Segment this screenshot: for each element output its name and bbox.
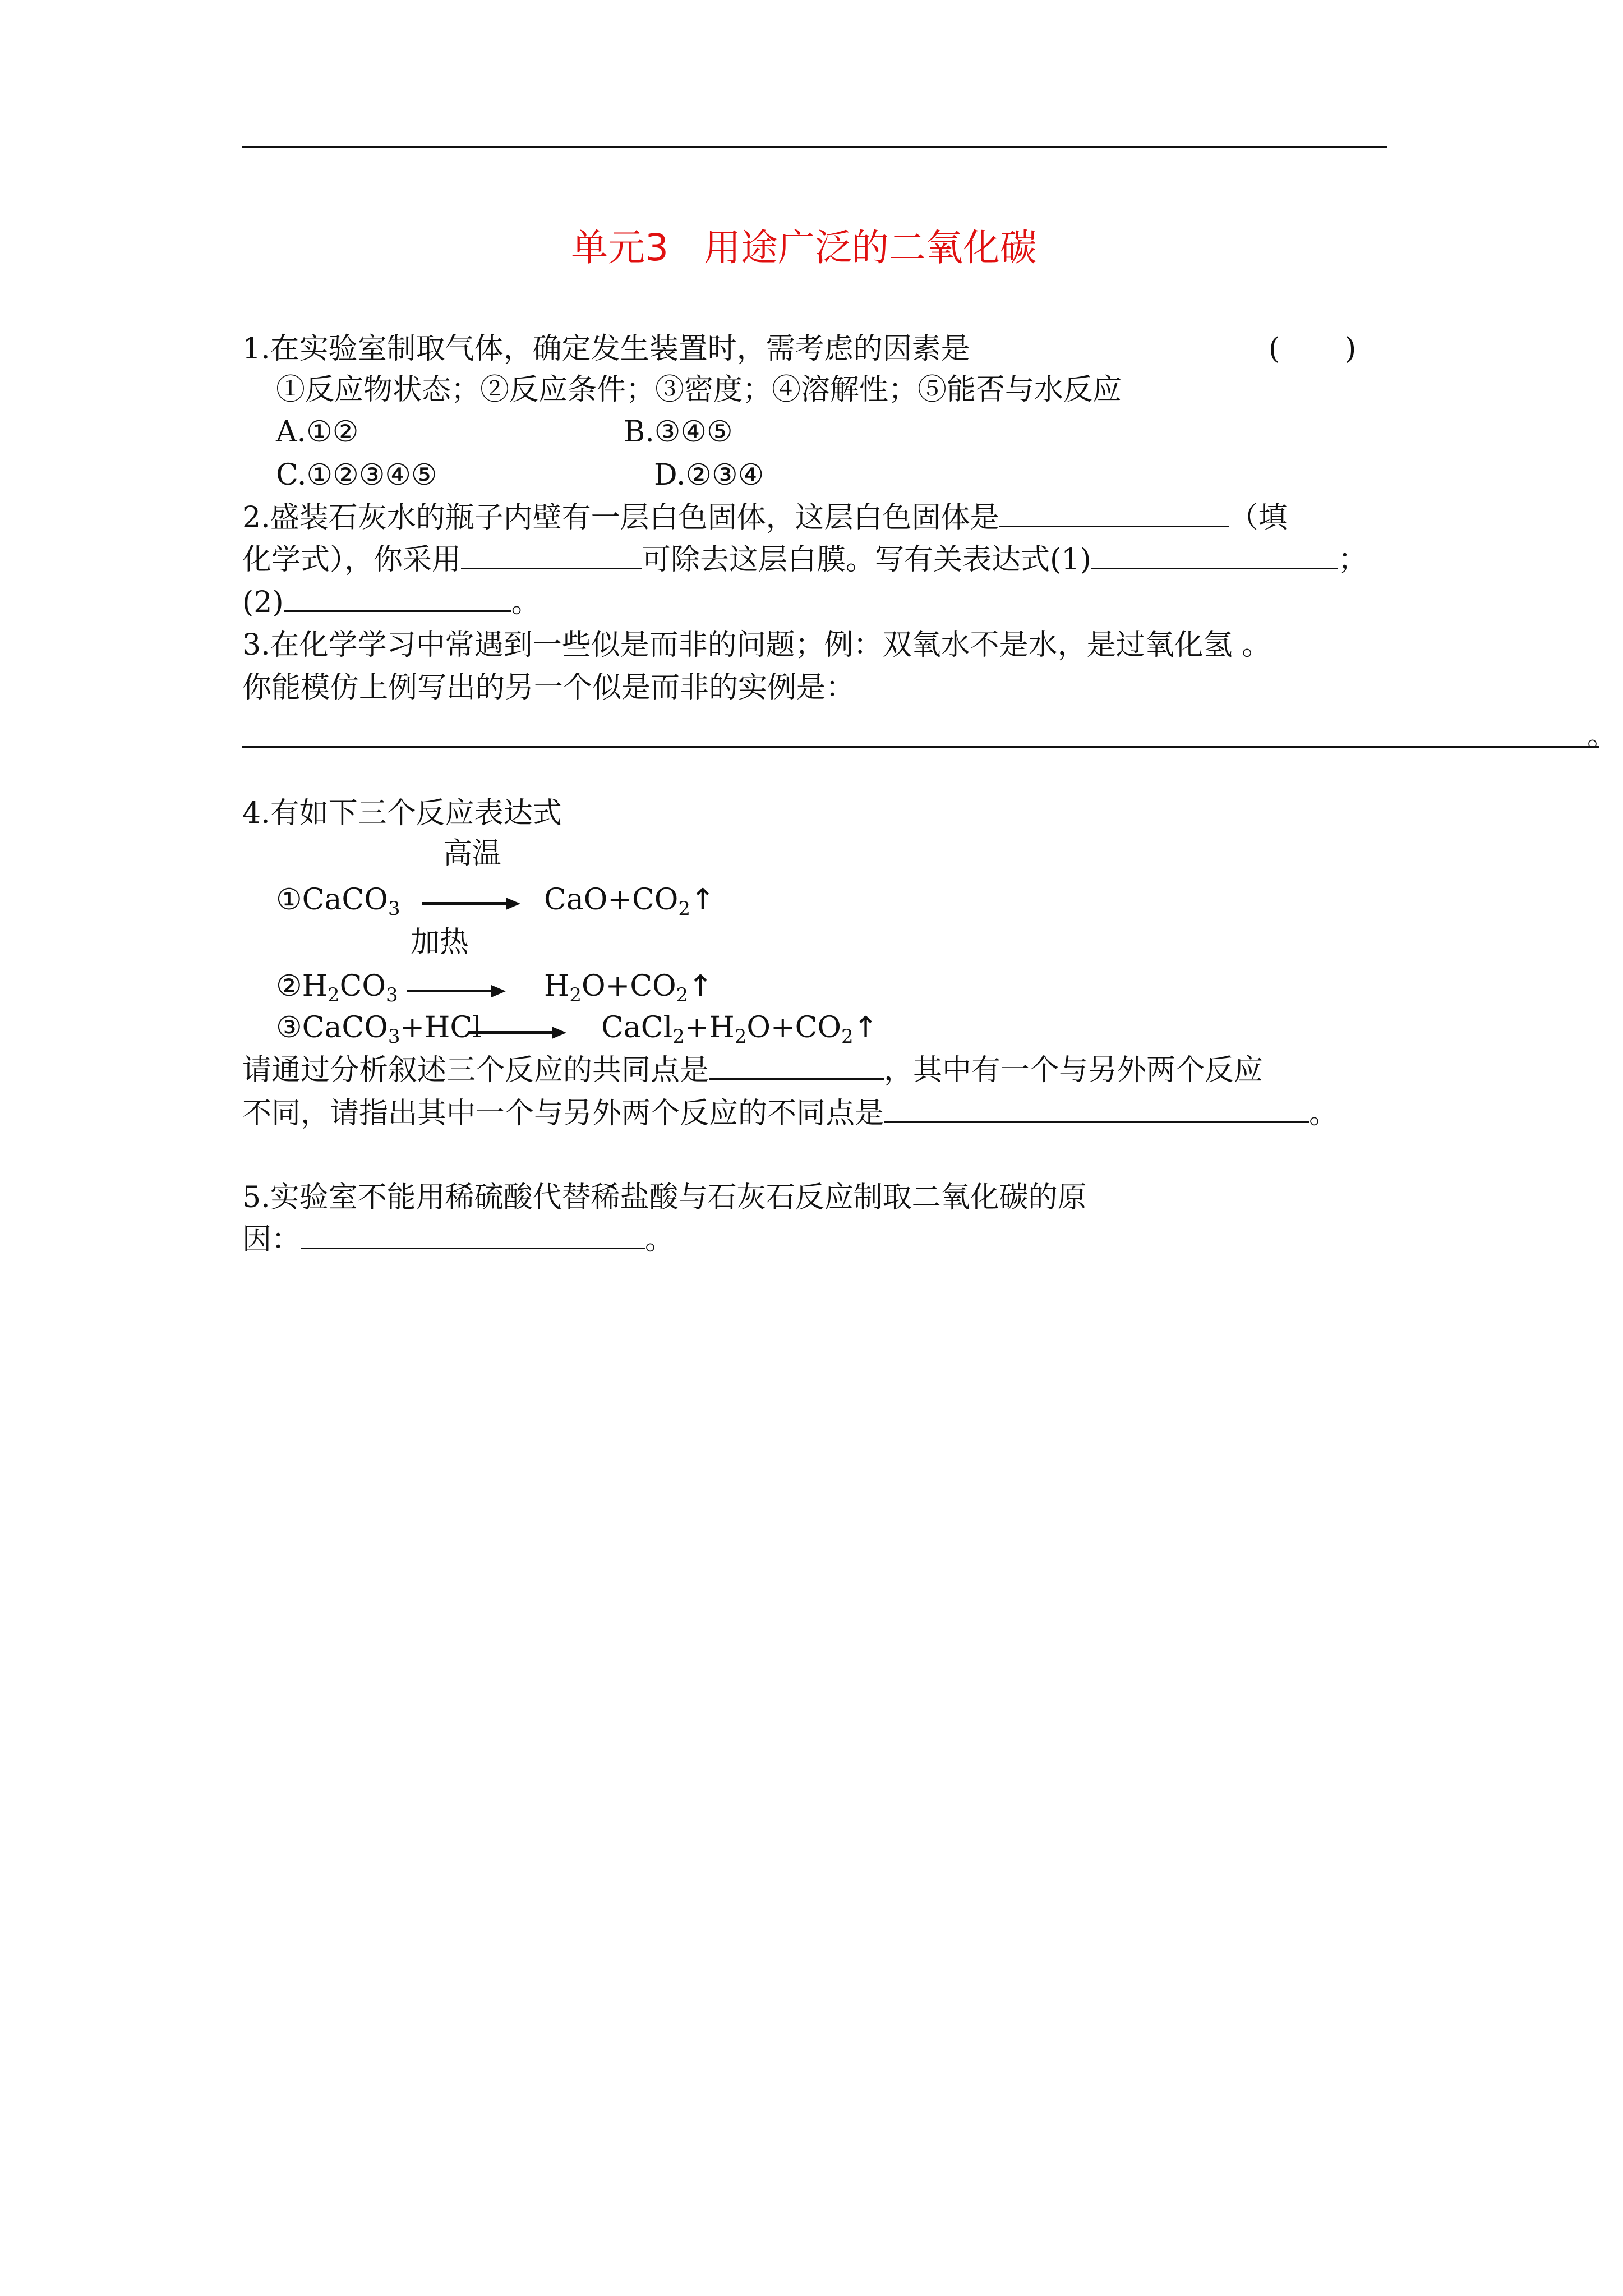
q2-line1-text: 2.盛装石灰水的瓶子内壁有一层白色固体，这层白色固体是 bbox=[242, 501, 999, 535]
r1-product-sub: 2 bbox=[678, 898, 691, 920]
r2-product-sub1: 2 bbox=[569, 984, 582, 1006]
r3-product-oco: O+CO bbox=[746, 1011, 842, 1045]
q4-line2 bbox=[242, 1097, 1338, 1130]
r3-product-sub1: 2 bbox=[672, 1025, 685, 1048]
r1-gas-arrow: ↑ bbox=[690, 883, 715, 917]
q1-option-c: C.①②③④⑤ bbox=[276, 458, 437, 492]
r3-reactant-sub: 3 bbox=[388, 1025, 400, 1048]
q4-blank-common bbox=[709, 1053, 884, 1080]
q3-line1: 3.在化学学习中常遇到一些似是而非的问题；例：双氧水不是水，是过氧化氢 。 bbox=[242, 628, 1271, 662]
q4-line2-text: 不同，请指出其中一个与另外两个反应的不同点是 bbox=[242, 1097, 884, 1130]
r2-product-oco: O+CO bbox=[582, 969, 676, 1003]
r3-reactant-caco: ③CaCO bbox=[276, 1011, 388, 1045]
q1-stem: 1.在实验室制取气体，确定发生装置时，需考虑的因素是 bbox=[242, 332, 970, 366]
q2-line3-label: (2) bbox=[242, 586, 284, 619]
q1-answer-paren: ( ) bbox=[1269, 332, 1357, 366]
r2-product bbox=[544, 969, 713, 1006]
q2-blank-expr2 bbox=[284, 586, 511, 612]
q2-line2-tail: ； bbox=[1338, 543, 1367, 577]
q4-line1-text: 请通过分析叙述三个反应的共同点是 bbox=[242, 1053, 709, 1087]
r3-gas-arrow: ↑ bbox=[853, 1011, 878, 1045]
r3-reactant bbox=[276, 1011, 482, 1048]
q5-line2 bbox=[242, 1223, 674, 1257]
r1-product bbox=[544, 883, 715, 920]
r2-reactant-sub2: 3 bbox=[386, 984, 398, 1006]
r3-product-h: +H bbox=[684, 1011, 735, 1045]
q5-line2-text: 因： bbox=[242, 1223, 301, 1257]
q5-line1: 5.实验室不能用稀硫酸代替稀盐酸与石灰石反应制取二氧化碳的原 bbox=[242, 1181, 1087, 1214]
q2-line3-tail: 。 bbox=[511, 586, 541, 619]
q4-line1-tail: ，其中有一个与另外两个反应 bbox=[884, 1053, 1264, 1087]
q2-blank-solid bbox=[999, 501, 1229, 527]
q3-line2: 你能模仿上例写出的另一个似是而非的实例是： bbox=[242, 671, 855, 705]
q4-line1 bbox=[242, 1053, 1263, 1087]
page-title: 单元3 用途广泛的二氧化碳 bbox=[571, 226, 1037, 269]
r3-product-sub3: 2 bbox=[841, 1025, 854, 1048]
q2-line2 bbox=[242, 543, 1367, 577]
q1-factors: ①反应物状态；②反应条件；③密度；④溶解性；⑤能否与水反应 bbox=[276, 373, 1122, 407]
q2-line1-tail: （填 bbox=[1229, 501, 1288, 535]
q4-stem: 4.有如下三个反应表达式 bbox=[242, 797, 562, 830]
r1-arrow bbox=[422, 902, 517, 905]
r1-condition: 高温 bbox=[443, 837, 502, 871]
r1-product-text: CaO+CO bbox=[544, 883, 679, 917]
r3-arrow bbox=[468, 1031, 563, 1034]
r2-reactant-sub1: 2 bbox=[327, 984, 340, 1006]
r2-gas-arrow: ↑ bbox=[688, 969, 713, 1003]
header-rule bbox=[242, 146, 1387, 148]
r1-reactant-text: ①CaCO bbox=[276, 883, 388, 917]
q2-line3 bbox=[242, 586, 541, 619]
r2-reactant-co: CO bbox=[339, 969, 386, 1003]
r1-reactant-sub: 3 bbox=[388, 898, 400, 920]
r3-reactant-hcl: +HCl bbox=[400, 1011, 482, 1045]
q2-line2-text: 化学式），你采用 bbox=[242, 543, 462, 577]
r3-product-sub2: 2 bbox=[734, 1025, 747, 1048]
r3-product bbox=[601, 1011, 878, 1048]
q5-blank-reason bbox=[301, 1223, 645, 1249]
q5-line2-tail: 。 bbox=[645, 1223, 675, 1257]
q4-line2-tail: 。 bbox=[1309, 1097, 1339, 1130]
r2-product-sub2: 2 bbox=[676, 984, 689, 1006]
q1-option-a: A.①② bbox=[276, 415, 359, 449]
q2-blank-expr1 bbox=[1091, 543, 1338, 569]
q2-line2-mid: 可除去这层白膜。写有关表达式(1) bbox=[642, 543, 1091, 577]
r2-reactant-h: ②H bbox=[276, 969, 328, 1003]
q1-option-d: D.②③④ bbox=[654, 458, 764, 492]
q3-answer-line bbox=[242, 746, 1599, 748]
r1-reactant bbox=[276, 883, 400, 920]
q2-blank-method bbox=[461, 543, 642, 569]
q4-blank-difference bbox=[884, 1097, 1309, 1123]
q3-end: 。 bbox=[1587, 719, 1617, 753]
r2-arrow bbox=[407, 990, 502, 992]
r2-condition: 加热 bbox=[411, 926, 469, 959]
q2-line1 bbox=[242, 501, 1288, 535]
q1-option-b: B.③④⑤ bbox=[624, 415, 733, 449]
r3-product-cacl: CaCl bbox=[601, 1011, 673, 1045]
r2-reactant bbox=[276, 969, 398, 1006]
r2-product-h: H bbox=[544, 969, 570, 1003]
